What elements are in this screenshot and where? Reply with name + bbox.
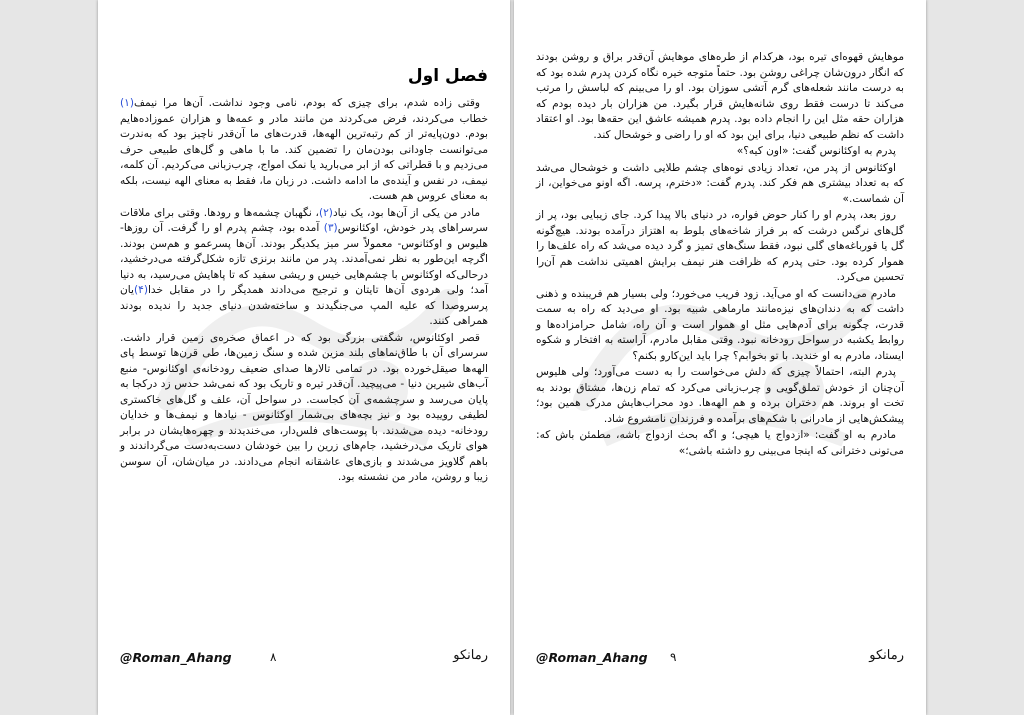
paragraph: مادرم می‌دانست که او می‌آید. زود فریب می‌خورد؛ ولی بسیار هم فریبنده و ذهنی داشت که به دندان‌های نیزه‌مانند مارماهی شبیه بود. او می‌دید که راه به سمت قدرت، چگونه برای آدم‌هایی مثل او هموار است و آن راه، شامل حرامزاده‌ها و روابط یکشبه در سواحل رودخانه نبود. وقتی مقابل مادرم، آراسته به افتخار و شکوه ایستاد، مادرم به او خندید. با تو بخوابم؟ چرا باید این‌کارو بکنم؟ — [536, 287, 904, 362]
channel-handle: @Roman_Ahang — [536, 650, 648, 665]
footnote-marker: (۴) — [133, 284, 148, 296]
left-body-text — [120, 96, 488, 487]
paragraph: مادرم به او گفت: «ازدواج یا هیچی؛ و اگه بحث ازدواج باشه، مطمئن باش که: می‌تونی دخترانی که اینجا می‌بینی رو داشته باشی؛» — [536, 429, 904, 457]
left-page-footer — [120, 648, 488, 672]
left-page — [98, 0, 510, 715]
paragraph: قصر اوکئانوس، شگفتی بزرگی بود که در اعماق صخره‌ی زمین قرار داشت. سرسرای آن با طاق‌نماهای بلند مزین شده و سنگ زمین‌ها، طی قرن‌ها توسط پای الهه‌ها صیقل‌خورده بود. در تمامی تالارها صدای ضعیف رودخانه‌ی اوکئانوس- منبع آب‌های شیرین دنیا - می‌پیچید. آن‌قدر تیره و تاریک بود که نمی‌شد حدس زد درکجا به پایان می‌رسد و سرچشمه‌ی آن کجاست. در سواحل آن، علف و گل‌های خاکستری لطیفی روییده بود و نیز بچه‌های بی‌شمار اوکئانوس - نیادها و نیمف‌ها و خدایان رودخانه- دیده می‌شدند. با پوست‌های فلس‌دار، می‌خندیدند و چهره‌هایشان در برابر هوای تاریک می‌درخشید، جام‌های زرین را بین خودشان دست‌به‌دست می‌گرداندند و باهم گلاویز می‌شدند و بازی‌های عاشقانه انجام می‌دادند. در میان‌شان، آن سوسن زیبا و روشن، مادر من نشسته بود. — [120, 331, 488, 483]
paragraph: اوکئانوس از پدر من، تعداد زیادی نوه‌های چشم طلایی داشت و خوشحال می‌شد که به تعداد بیشتری هم فکر کند. پدرم گفت: «دخترم، پرسه. اگه اونو می‌خواین، از آن شماست.» — [536, 161, 904, 205]
paragraph: پدرم البته، احتمالاً چیزی که دلش می‌خواست را به دست می‌آورد؛ ولی هلیوس آن‌چنان از خودش تملق‌گویی و چرب‌زبانی می‌کرد که تمام زن‌ها، مشتاق بودند به تخت او بروند. هم دختران برده و هم الهه‌ها. دود محراب‌هایش مدرک همین بود؛ پیشکش‌هایی از مادرانی با شکم‌های برآمده و فرزندان نامشروع شاد. — [536, 366, 904, 425]
page-number: ۸ — [270, 650, 277, 664]
chapter-title: فصل اول — [407, 66, 488, 86]
right-body-text — [536, 50, 904, 460]
right-page-footer — [536, 648, 904, 672]
paragraph: موهایش قهوه‌ای تیره بود، هرکدام از طره‌های موهایش آن‌قدر براق و روشن بودند که انگار درون‌شان چراغی روشن بود. حتماً متوجه خیره نگاه کردن پدرم شده بود که به درست مانند شعله‌های گرم آتشی سوزان بود. او را می‌بینم که لباسش را مرتب می‌کند تا درست فقط روی شانه‌هایش قرار بگیرد. من هزاران بار دیده بودم که هزاران حقه مثل این را انجام داده بود. پدرم همیشه عاشق این حقه‌ها بود. او اعتقاد داشت که نظم طبیعی دنیا، برای این بود که او را راضی و خوشحال کند. — [536, 51, 904, 141]
channel-handle: @Roman_Ahang — [120, 650, 232, 665]
paragraph: پدرم به اوکئانوس گفت: «اون کیه؟» — [736, 145, 896, 157]
paragraph: روز بعد، پدرم او را کنار حوض فواره، در دنیای بالا پیدا کرد. جای زیبایی بود، پر از گل‌های نرگس درشت که بر فراز شاخه‌های بلوط به اهتزاز درآمده بودند. هیچ‌گونه گل یا قورباغه‌های گلی نبود، فقط سنگ‌های تمیز و گرد دیده می‌شد که راه علف‌ها را هموار کرده بود. حتی پدرم که ظرافت هنر نیمف برایش اهمیتی نداشت هم آن‌را تحسین می‌کرد. — [536, 209, 904, 283]
publisher-logo: رمانکو — [453, 648, 488, 663]
footnote-marker: (۳) — [323, 222, 338, 234]
page-number: ۹ — [670, 650, 677, 664]
footnote-marker: (۱) — [120, 97, 134, 109]
footnote-marker: (۲) — [318, 206, 333, 219]
paragraph: مادر من یکی از آن‌ها بود، یک نیاد(۲)، نگهبان چشمه‌ها و رودها. وقتی برای ملاقات سرسراهای پدر خودش، اوکئانوس(۳) آمده بود، چشم پدرم او را گرفت. آن روزها-هلیوس و اوکئانوس- معمولاً سر میز یکدیگر بودند. آن‌ها پسرعمو و هم‌سن بودند. اگرچه این‌طور به نظر نمی‌آمدند. پدر من مانند برنزی تازه شکل‌گرفته می‌درخشید، درحالی‌که اوکئانوس با چشم‌هایی خیس و ریشی سفید که تا پاهایش می‌رسید، به دنیا آمد؛ ولی هردوی آن‌ها تایتان و ترجیح می‌دادند همدیگر را در مقابل خدا(۴)یان پرسروصدا که علیه المپ می‌جنگیدند و ساخته‌شدن دنیای جدید را ندیده بودند همراهی کنند. — [120, 206, 488, 327]
right-page — [514, 0, 926, 715]
paragraph: وقتی زاده شدم، برای چیزی که بودم، نامی وجود نداشت. آن‌ها مرا نیمف(۱) خطاب می‌کردند، فرض می‌کردند من مانند مادر و عمه‌ها و هزاران عموزاده‌هایم بودم. دون‌پایه‌تر از کم رتبه‌ترین الهه‌ها، قدرت‌های ما آن‌قدر ناچیز بود که به‌ندرت می‌توانست جاودانی بودن‌مان را تضمین کند. ما با ماهی و گل‌های طبیعی حرف می‌زدیم و با قطراتی که از ابر می‌بارید یا نمک امواج، چرب‌زبانی می‌کردیم. آن کلمه، نیمف، در نفس و آینده‌ی ما ادامه داشت. در زبان ما، فقط به معنای الهه نیست، بلکه به معنای عروس هم هست. — [120, 97, 488, 202]
publisher-logo: رمانکو — [869, 648, 904, 663]
